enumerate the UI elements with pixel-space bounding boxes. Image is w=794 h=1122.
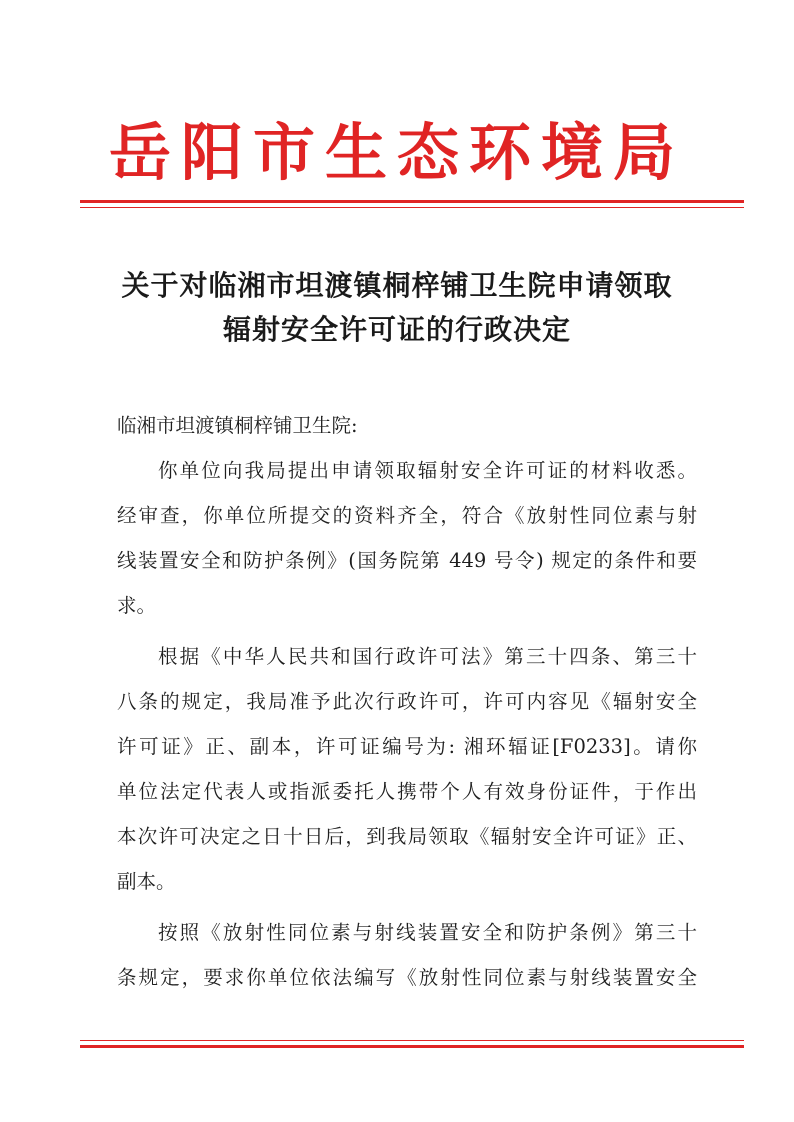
body-line: 求。 — [117, 594, 157, 617]
letterhead-org-name: 岳阳市生态环境局 — [108, 116, 685, 189]
letterhead-rule-thick — [80, 200, 744, 203]
salutation: 临湘市坦渡镇桐梓铺卫生院: — [117, 414, 358, 437]
body-line: 许可证》正、副本，许可证编号为: 湘环辐证[F0233]。请你 — [117, 735, 697, 758]
body-line: 按照《放射性同位素与射线装置安全和防护条例》第三十 — [158, 921, 697, 944]
letterhead-rule-thin — [80, 207, 744, 208]
footer-rule-thick — [80, 1045, 744, 1048]
body-line: 本次许可决定之日十日后，到我局领取《辐射安全许可证》正、 — [117, 825, 697, 848]
body-line: 根据《中华人民共和国行政许可法》第三十四条、第三十 — [158, 645, 697, 668]
body-line: 经审查，你单位所提交的资料齐全，符合《放射性同位素与射 — [117, 504, 697, 527]
body-line: 单位法定代表人或指派委托人携带个人有效身份证件，于作出 — [117, 780, 697, 803]
document-title-line-1: 关于对临湘市坦渡镇桐梓铺卫生院申请领取 — [121, 269, 673, 302]
body-line: 八条的规定，我局准予此次行政许可，许可内容见《辐射安全 — [117, 690, 697, 713]
body-line: 你单位向我局提出申请领取辐射安全许可证的材料收悉。 — [158, 459, 697, 482]
footer-rule-thin — [80, 1040, 744, 1041]
body-line: 条规定，要求你单位依法编写《放射性同位素与射线装置安全 — [117, 966, 697, 989]
body-line: 线装置安全和防护条例》(国务院第 449 号令) 规定的条件和要 — [117, 549, 697, 572]
document-title-line-2: 辐射安全许可证的行政决定 — [222, 313, 571, 346]
body-line: 副本。 — [117, 870, 176, 893]
